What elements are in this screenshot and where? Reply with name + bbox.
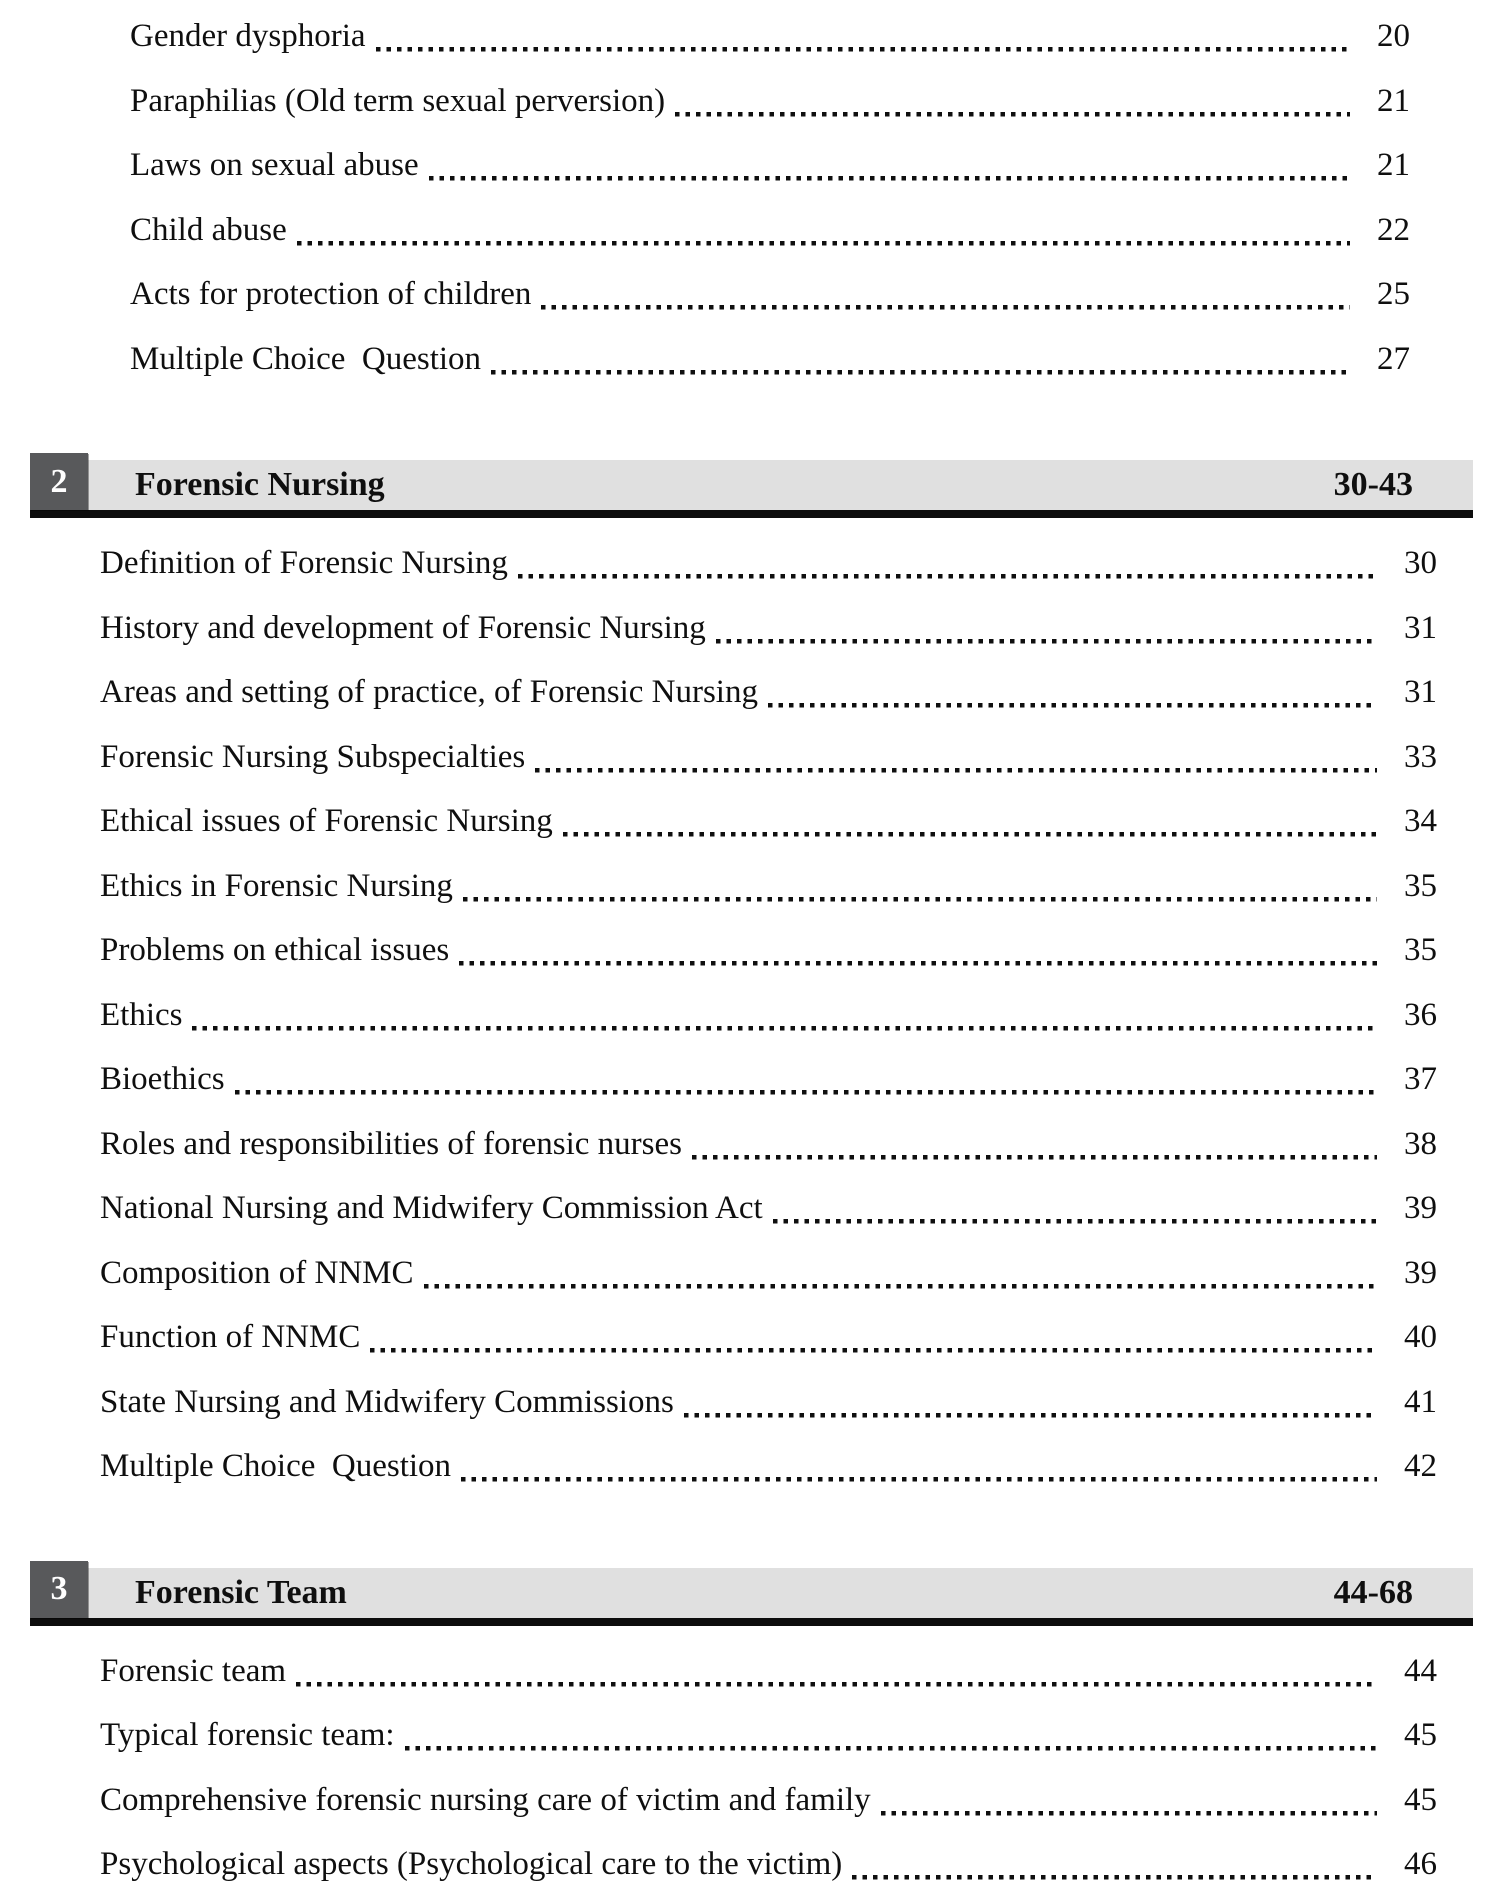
- table-of-contents-page: [0, 4, 1500, 1898]
- toc-entry-page: 21: [1377, 82, 1410, 119]
- toc-entry-label: Laws on sexual abuse: [130, 147, 419, 183]
- dotted-leader: [563, 789, 1377, 854]
- chapter-entries: [100, 531, 1437, 1499]
- dotted-leader: [684, 1370, 1377, 1435]
- dotted-leader: [768, 660, 1377, 725]
- toc-entry-label: Ethics: [100, 996, 183, 1033]
- dotted-leader: [235, 1047, 1377, 1112]
- dotted-leader: [424, 1241, 1377, 1306]
- dotted-leader: [716, 596, 1377, 661]
- toc-entry: [100, 854, 1437, 919]
- dotted-leader: [405, 1703, 1377, 1768]
- toc-entry-label: Typical forensic team:: [100, 1717, 395, 1753]
- toc-entry-label: State Nursing and Midwifery Commissions: [100, 1383, 674, 1420]
- toc-entry-label: Areas and setting of practice, of Forensic Nursing: [100, 674, 758, 710]
- toc-entry: [100, 918, 1437, 983]
- toc-entry-page: 37: [1404, 1061, 1437, 1097]
- dotted-leader: [376, 4, 1350, 69]
- toc-entry-page: 38: [1404, 1125, 1437, 1162]
- toc-entry: [130, 4, 1410, 69]
- toc-entry-page: 44: [1404, 1652, 1437, 1689]
- chapter-section: [0, 1568, 1500, 1897]
- toc-entry: [100, 1305, 1437, 1370]
- chapter-bar: [30, 1568, 1473, 1618]
- toc-entry-page: 45: [1404, 1717, 1437, 1753]
- toc-entry-page: 41: [1404, 1383, 1437, 1420]
- toc-entry-label: Ethical issues of Forensic Nursing: [100, 803, 553, 839]
- chapter-number-badge: [30, 1561, 88, 1618]
- toc-entry-page: 21: [1377, 147, 1410, 183]
- dotted-leader: [852, 1832, 1377, 1897]
- toc-entry-page: 39: [1404, 1190, 1437, 1226]
- dotted-leader: [459, 918, 1377, 983]
- toc-entry-page: 42: [1404, 1448, 1437, 1484]
- chapter-number-badge: [30, 453, 88, 510]
- toc-entry-label: Multiple Choice Question: [130, 340, 482, 377]
- dotted-leader: [881, 1768, 1377, 1833]
- toc-entry-page: 36: [1404, 996, 1437, 1033]
- dotted-leader: [518, 531, 1377, 596]
- toc-entry-label: Gender dysphoria: [130, 18, 366, 54]
- leading-entries: [130, 4, 1410, 391]
- toc-entry: [130, 198, 1410, 263]
- toc-entry-label: Definition of Forensic Nursing: [100, 545, 508, 581]
- toc-entry-label: Composition of NNMC: [100, 1254, 414, 1291]
- toc-entry-label: Roles and responsibilities of forensic nurses: [100, 1125, 682, 1162]
- toc-entry: [100, 1241, 1437, 1306]
- toc-entry-label: Comprehensive forensic nursing care of victim and family: [100, 1781, 871, 1818]
- dotted-leader: [535, 725, 1377, 790]
- chapter-entries: [100, 1639, 1437, 1897]
- toc-entry: [100, 725, 1437, 790]
- toc-entry: [100, 789, 1437, 854]
- toc-entry-label: Bioethics: [100, 1061, 225, 1097]
- chapter-title: Forensic Team: [135, 1573, 347, 1611]
- toc-entry-page: 39: [1404, 1254, 1437, 1291]
- dotted-leader: [675, 69, 1350, 134]
- toc-entry: [100, 1768, 1437, 1833]
- toc-entry-label: Problems on ethical issues: [100, 932, 450, 968]
- toc-entry-label: National Nursing and Midwifery Commission Act: [100, 1190, 763, 1226]
- toc-entry-label: Psychological aspects (Psychological care to the victim): [100, 1846, 843, 1882]
- toc-entry-label: Acts for protection of children: [130, 276, 532, 312]
- dotted-leader: [692, 1112, 1377, 1177]
- toc-entry-label: Function of NNMC: [100, 1319, 361, 1355]
- toc-entry-page: 33: [1404, 738, 1437, 775]
- toc-entry-label: Forensic team: [100, 1652, 287, 1689]
- toc-entry-page: 40: [1404, 1319, 1437, 1355]
- chapter-header: [30, 460, 1473, 518]
- toc-entry: [100, 1703, 1437, 1768]
- toc-entry-page: 25: [1377, 276, 1410, 312]
- dotted-leader: [297, 198, 1350, 263]
- toc-entry: [100, 596, 1437, 661]
- toc-entry: [100, 1832, 1437, 1897]
- chapter-header: [30, 1568, 1473, 1626]
- toc-entry-label: Paraphilias (Old term sexual perversion): [130, 82, 666, 119]
- toc-entry: [100, 1370, 1437, 1435]
- chapter-underline: [30, 1618, 1473, 1626]
- dotted-leader: [491, 327, 1350, 392]
- toc-entry-page: 31: [1404, 674, 1437, 710]
- chapter-number: 2: [50, 462, 68, 500]
- toc-entry-page: 31: [1404, 609, 1437, 646]
- toc-entry: [100, 1176, 1437, 1241]
- toc-entry-label: Child abuse: [130, 211, 287, 248]
- dotted-leader: [541, 262, 1350, 327]
- chapter-section: [0, 460, 1500, 1499]
- chapter-title: Forensic Nursing: [135, 466, 385, 503]
- dotted-leader: [370, 1305, 1377, 1370]
- toc-entry-page: 27: [1377, 340, 1410, 377]
- chapters: [0, 460, 1500, 1897]
- toc-entry-page: 35: [1404, 867, 1437, 904]
- toc-entry: [130, 133, 1410, 198]
- chapter-page-range: 44-68: [1333, 1573, 1413, 1611]
- toc-entry: [100, 1112, 1437, 1177]
- chapter-number: 3: [50, 1570, 68, 1607]
- toc-entry-label: History and development of Forensic Nursing: [100, 609, 706, 646]
- chapter-underline: [30, 510, 1473, 518]
- dotted-leader: [773, 1176, 1377, 1241]
- dotted-leader: [463, 854, 1377, 919]
- toc-entry: [100, 1639, 1437, 1704]
- toc-entry: [130, 69, 1410, 134]
- toc-entry-page: 22: [1377, 211, 1410, 248]
- toc-entry: [100, 1047, 1437, 1112]
- toc-entry: [100, 660, 1437, 725]
- toc-entry: [130, 327, 1410, 392]
- toc-entry-page: 30: [1404, 545, 1437, 581]
- chapter-page-range: 30-43: [1333, 466, 1413, 503]
- toc-entry: [130, 262, 1410, 327]
- dotted-leader: [429, 133, 1350, 198]
- toc-entry: [100, 983, 1437, 1048]
- chapter-bar: [30, 460, 1473, 510]
- toc-entry-page: 34: [1404, 803, 1437, 839]
- toc-entry-page: 45: [1404, 1781, 1437, 1818]
- dotted-leader: [192, 983, 1377, 1048]
- toc-entry-label: Ethics in Forensic Nursing: [100, 867, 453, 904]
- toc-entry-label: Forensic Nursing Subspecialties: [100, 738, 526, 775]
- toc-entry-page: 20: [1377, 18, 1410, 54]
- toc-entry-page: 35: [1404, 932, 1437, 968]
- toc-entry: [100, 531, 1437, 596]
- dotted-leader: [296, 1639, 1377, 1704]
- toc-entry-label: Multiple Choice Question: [100, 1448, 452, 1484]
- toc-entry-page: 46: [1404, 1846, 1437, 1882]
- toc-entry: [100, 1434, 1437, 1499]
- dotted-leader: [461, 1434, 1377, 1499]
